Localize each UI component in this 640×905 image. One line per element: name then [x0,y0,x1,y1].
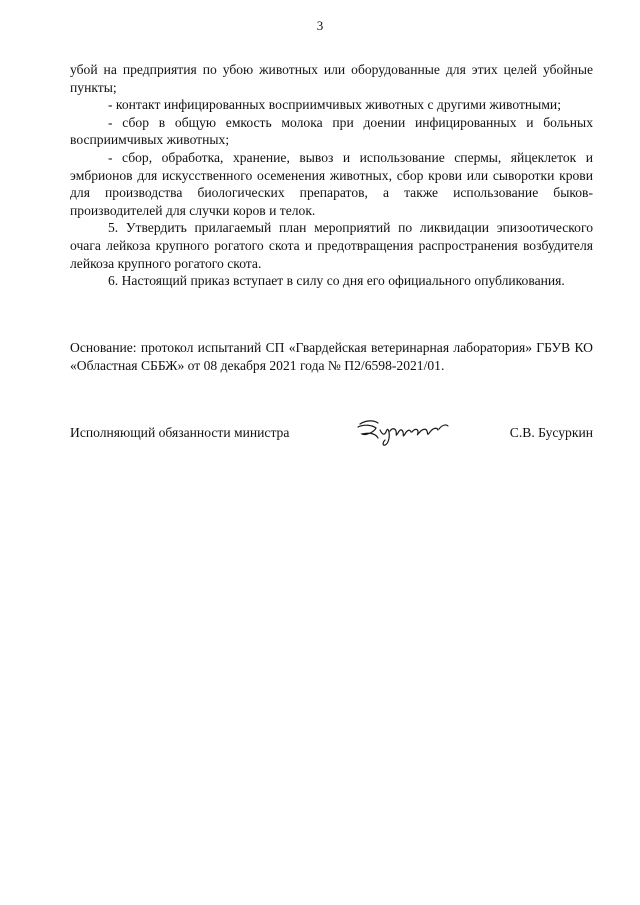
paragraph-sperm-handling: - сбор, обработка, хранение, вывоз и использование спермы, яйцеклеток и эмбрионов для искусственного осеменения животных, сбор крови или сыворотки крови для производства биологических препаратов, а также использование быков-производителей для случки коров и телок. [70,149,593,218]
paragraph-item-6: 6. Настоящий приказ вступает в силу со дня его официального опубликования. [108,273,565,289]
paragraph-slaughter-continuation: убой на предприятия по убою животных или оборудованные для этих целей убойные пункты; [70,62,593,95]
document-body [70,61,593,290]
basis-statement: Основание: протокол испытаний СП «Гвардейская ветеринарная лаборатория» ГБУВ КО «Областная СББЖ» от 08 декабря 2021 года № П2/6598-2021/01. [70,340,593,373]
paragraph-item-5: 5. Утвердить прилагаемый план мероприятий по ликвидации эпизоотического очага лейкоза крупного рогатого скота и предотвращения распространения возбудителя лейкоза крупного рогатого скота. [70,220,593,271]
signature-block [70,424,593,446]
signatory-name: С.В. Бусуркин [509,425,593,440]
page-number: 3 [316,18,324,33]
signatory-position: Исполняющий обязанности министра [70,425,290,440]
paragraph-milk-collection: - сбор в общую емкость молока при доении инфицированных и больных восприимчивых животных; [70,114,593,148]
handwritten-signature-icon [352,414,462,448]
paragraph-contact: - контакт инфицированных восприимчивых животных с другими животными; [108,97,561,113]
